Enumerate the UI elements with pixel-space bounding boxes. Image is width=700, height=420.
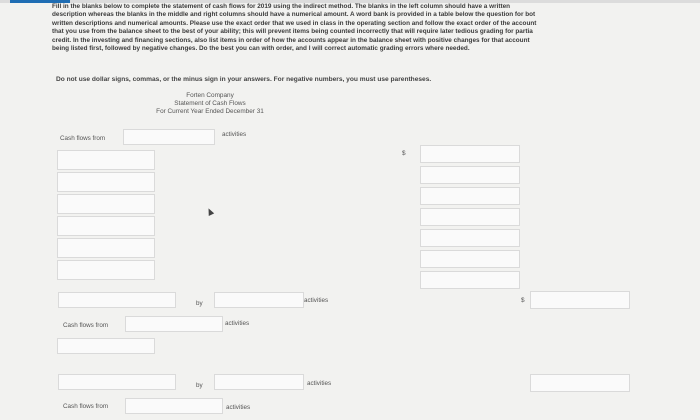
instruction-line: Fill in the blanks below to complete the statement of cash flows for 2019 using the indirect method. The blanks in the left column should have a written bbox=[52, 3, 511, 10]
amount-input-1[interactable] bbox=[420, 145, 520, 163]
amount-input-2[interactable] bbox=[420, 166, 520, 184]
net-cash-input[interactable] bbox=[58, 292, 176, 308]
net-cash-activity-input[interactable] bbox=[214, 292, 304, 308]
description-input-2[interactable] bbox=[57, 172, 155, 192]
formatting-note: Do not use dollar signs, commas, or the minus sign in your answers. For negative numbers, you must use parentheses. bbox=[56, 76, 432, 83]
description-input-1[interactable] bbox=[57, 150, 155, 170]
amount-input-7[interactable] bbox=[420, 271, 520, 289]
description-input-3[interactable] bbox=[57, 194, 155, 214]
net-cash-total-input[interactable] bbox=[530, 291, 630, 309]
amount-input-6[interactable] bbox=[420, 250, 520, 268]
dollar-sign: $ bbox=[521, 297, 525, 304]
description-input-4[interactable] bbox=[57, 216, 155, 236]
statement-period: For Current Year Ended December 31 bbox=[156, 108, 264, 115]
description-input-5[interactable] bbox=[57, 238, 155, 258]
company-name: Forten Company bbox=[186, 92, 234, 99]
instructions bbox=[52, 3, 700, 53]
by-label: by bbox=[196, 382, 203, 389]
statement-title: Statement of Cash Flows bbox=[174, 100, 246, 107]
activity-type-input[interactable] bbox=[125, 316, 223, 332]
instruction-line: credit. In the investing and financing sections, also list items in order of how the accounts appear in the balance sheet with positive changes for that account bbox=[52, 36, 530, 44]
amount-input-3[interactable] bbox=[420, 187, 520, 205]
net-cash-total-input[interactable] bbox=[530, 374, 630, 392]
amount-input-4[interactable] bbox=[420, 208, 520, 226]
amount-input-5[interactable] bbox=[420, 229, 520, 247]
activities-label: activities bbox=[307, 380, 332, 387]
activity-type-input[interactable] bbox=[123, 129, 215, 145]
instruction-line: that you use from the balance sheet to the best of your ability; this will prevent items being counted incorrectly that will require later tedious grading for partia bbox=[52, 28, 533, 36]
cash-flows-from-label: Cash flows from bbox=[63, 322, 109, 329]
dollar-sign: $ bbox=[402, 150, 406, 157]
activities-label: activities bbox=[225, 320, 250, 327]
activities-label: activities bbox=[304, 297, 329, 304]
instruction-line: being listed first, followed by negative changes. Do the best you can with order, and I will correct automatic grading errors where needed. bbox=[52, 44, 470, 52]
description-input-6[interactable] bbox=[57, 260, 155, 280]
cash-flows-from-label: Cash flows from bbox=[60, 135, 106, 142]
by-label: by bbox=[196, 300, 203, 307]
activities-label: activities bbox=[226, 404, 251, 411]
net-cash-activity-input[interactable] bbox=[214, 374, 304, 390]
mouse-cursor-icon bbox=[206, 207, 214, 216]
description-input-7[interactable] bbox=[57, 338, 155, 354]
cash-flows-from-label: Cash flows from bbox=[63, 403, 109, 410]
activity-type-input[interactable] bbox=[125, 398, 223, 414]
net-cash-input[interactable] bbox=[58, 374, 176, 390]
activities-label: activities bbox=[222, 131, 247, 138]
instruction-line: description whereas the blanks in the middle and right columns should have a numerical amount. A word bank is provided in a table below the question for bot bbox=[52, 11, 536, 19]
instruction-line: written descriptions and numerical amounts. Please use the exact order that we used in class in the operating section and follow the exact order of the account bbox=[52, 19, 537, 27]
